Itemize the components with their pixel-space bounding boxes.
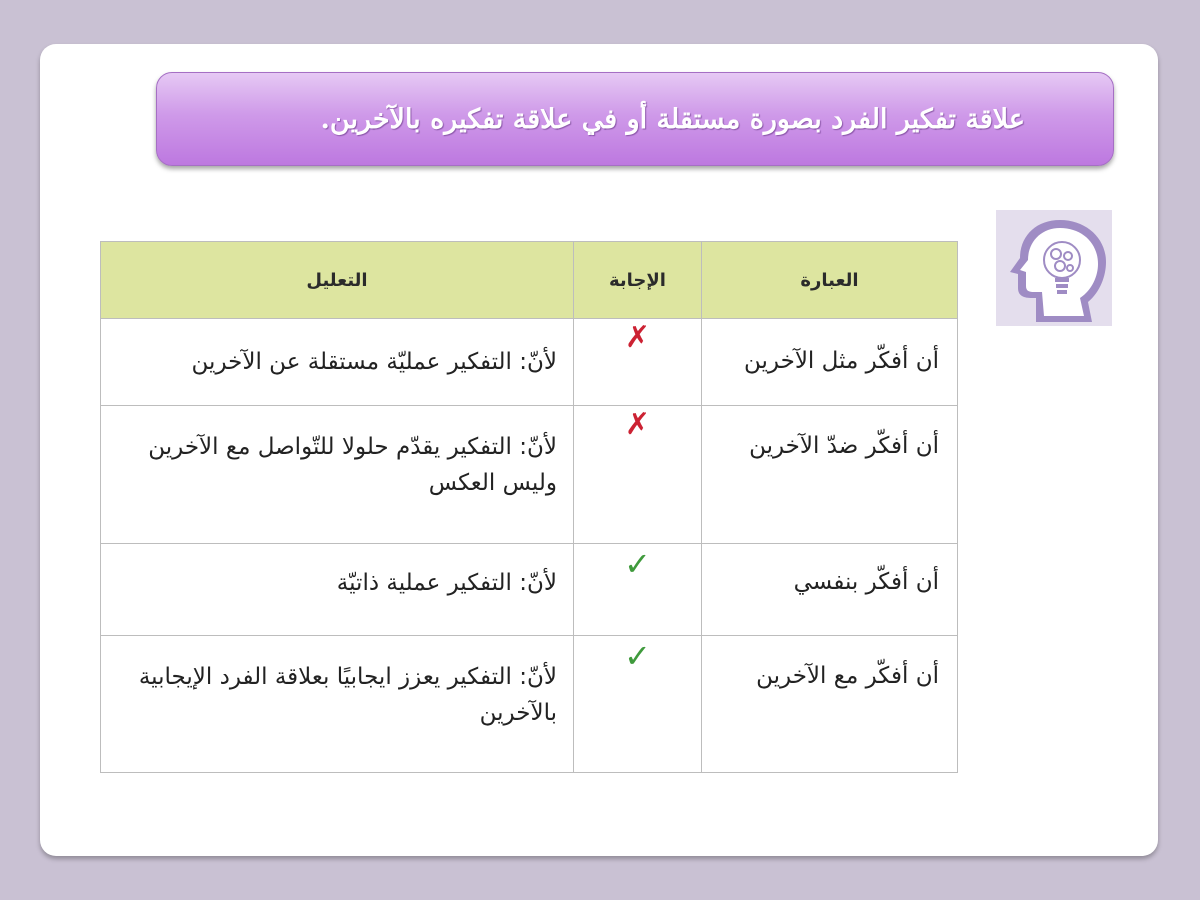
check-mark-icon: ✓ <box>624 545 651 583</box>
reason-cell: لأنّ: التفكير يعزز ايجابيًا بعلاقة الفرد الإيجابية بالآخرين <box>101 636 574 773</box>
statements-table <box>100 241 958 773</box>
header-reason: التعليل <box>101 242 574 319</box>
table-row <box>101 636 958 773</box>
wrong-mark-icon: ✗ <box>624 320 651 355</box>
title-banner <box>156 72 1114 166</box>
answer-cell <box>574 319 702 406</box>
statement-cell: أن أفكّر مع الآخرين <box>702 636 958 773</box>
answer-cell <box>574 636 702 773</box>
reason-cell: لأنّ: التفكير يقدّم حلولا للتّواصل مع الآخرين وليس العكس <box>101 406 574 544</box>
reason-cell: لأنّ: التفكير عمليّة مستقلة عن الآخرين <box>101 319 574 406</box>
page-title: علاقة تفكير الفرد بصورة مستقلة أو في علاقة تفكيره بالآخرين. <box>320 103 1025 135</box>
wrong-mark-icon: ✗ <box>624 407 651 442</box>
table-header-row <box>101 242 958 319</box>
statement-cell: أن أفكّر ضدّ الآخرين <box>702 406 958 544</box>
answer-cell <box>574 406 702 544</box>
table-row <box>101 544 958 636</box>
table-row <box>101 319 958 406</box>
statement-cell: أن أفكّر مثل الآخرين <box>702 319 958 406</box>
reason-cell: لأنّ: التفكير عملية ذاتيّة <box>101 544 574 636</box>
table-row <box>101 406 958 544</box>
header-answer: الإجابة <box>574 242 702 319</box>
header-statement: العبارة <box>702 242 958 319</box>
check-mark-icon: ✓ <box>624 637 651 675</box>
statement-cell: أن أفكّر بنفسي <box>702 544 958 636</box>
answer-cell <box>574 544 702 636</box>
head-gears-lightbulb-icon <box>996 210 1112 326</box>
